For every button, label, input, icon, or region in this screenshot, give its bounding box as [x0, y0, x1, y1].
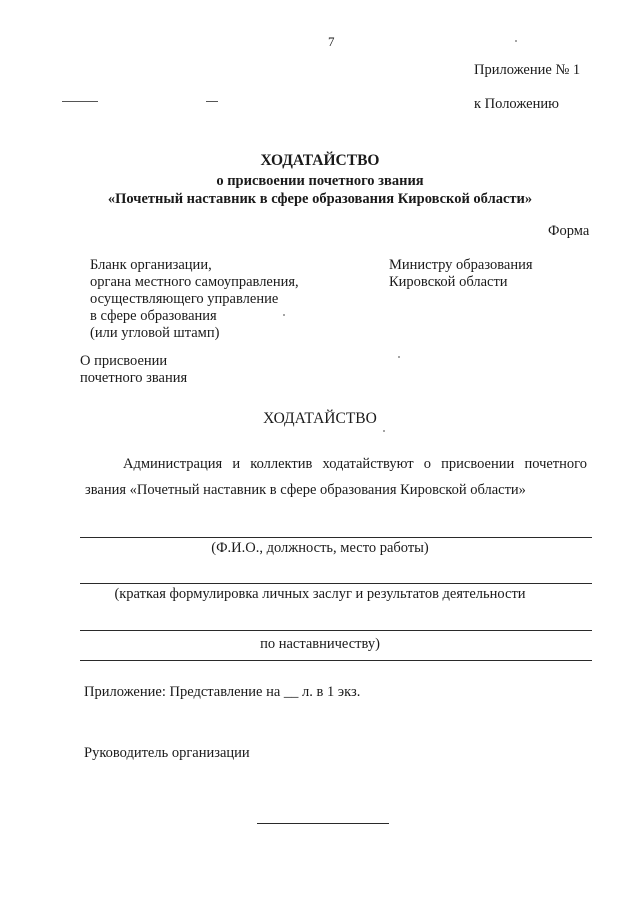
org-line: в сфере образования [90, 308, 217, 324]
subject-line: почетного звания [80, 370, 188, 386]
fio-fill-line [80, 537, 592, 538]
page-number: 7 [328, 34, 335, 49]
org-line: органа местного самоуправления, [90, 274, 299, 290]
mentoring-caption: по наставничеству) [260, 636, 380, 652]
scan-speck [515, 40, 517, 42]
merits-fill-line [80, 583, 592, 584]
subject-line: О присвоении [80, 353, 168, 369]
scan-speck [398, 356, 400, 358]
org-line: Бланк организации, [90, 257, 212, 273]
heading-title: ХОДАТАЙСТВО [260, 152, 380, 169]
appendix-number: Приложение № 1 [474, 62, 581, 78]
body-line-1: Администрация и коллектив ходатайствуют о присвоении почетного [123, 456, 587, 472]
org-line: осуществляющего управление [90, 291, 279, 307]
recipient-line: Министру образования [389, 257, 533, 273]
attachment-note: Приложение: Представление на __ л. в 1 экз. [84, 684, 361, 700]
scan-mark [62, 101, 98, 102]
org-line: (или угловой штамп) [90, 325, 220, 341]
form-label: Форма [548, 223, 590, 239]
appendix-reference: к Положению [474, 96, 559, 112]
signature-label: Руководитель организации [84, 745, 250, 761]
fio-caption: (Ф.И.О., должность, место работы) [211, 540, 429, 556]
scan-mark [206, 101, 218, 102]
document-title: ХОДАТАЙСТВО [263, 410, 377, 427]
scan-speck [383, 430, 385, 432]
mentoring-bottom-line [80, 660, 592, 661]
heading-subtitle: о присвоении почетного звания [216, 173, 424, 189]
scan-speck [283, 314, 285, 316]
recipient-line: Кировской области [389, 274, 508, 290]
signature-line [257, 823, 389, 824]
heading-award-name: «Почетный наставник в сфере образования Кировской области» [107, 191, 533, 207]
merits-caption: (краткая формулировка личных заслуг и результатов деятельности [114, 586, 526, 602]
mentoring-fill-line [80, 630, 592, 631]
body-line-2: звания «Почетный наставник в сфере образования Кировской области» [85, 482, 526, 498]
